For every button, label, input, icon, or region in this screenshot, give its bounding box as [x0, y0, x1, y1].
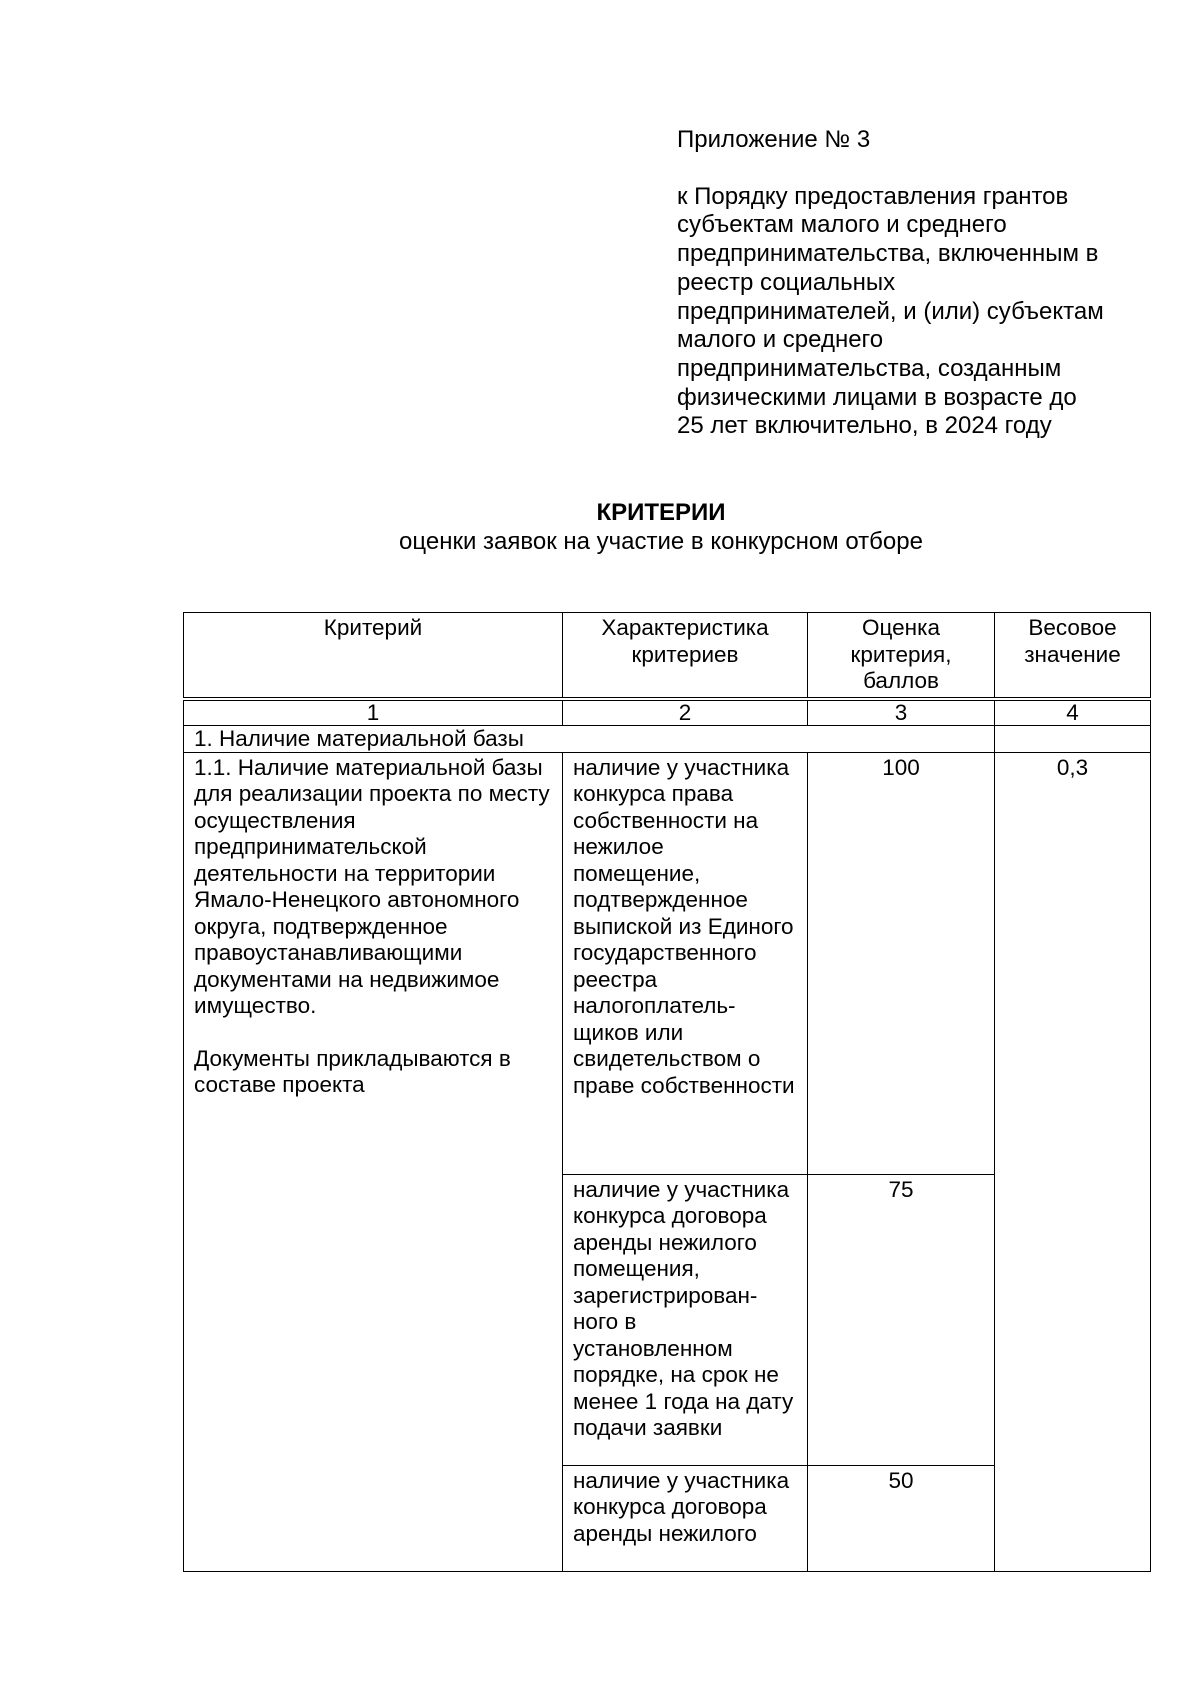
section-title: 1. Наличие материальной базы	[184, 725, 995, 752]
criterion-title: 1.1. Наличие материальной базы для реализации проекта по месту осуществления предпринимательской деятельности на территории Ямало-Ненецкого автономного округа, подтвержденное правоустанавливающими документами на недвижимое имущество.	[194, 754, 550, 1018]
appendix-block	[677, 126, 1177, 441]
section-row	[184, 725, 1151, 752]
document-subtitle: оценки заявок на участие в конкурсном отборе	[399, 528, 923, 555]
appendix-line: к Порядку предоставления грантов	[677, 182, 1069, 210]
header-weight: Весовое значение	[995, 613, 1151, 699]
criterion-weight: 0,3	[995, 752, 1151, 1571]
column-number: 2	[563, 699, 808, 726]
criterion-cell	[184, 752, 563, 1571]
option-text: наличие у участника конкурса договора аренды нежилого помещения, зарегистрирован-ного в установленном порядке, на срок не менее 1 года на дату подачи заявки	[563, 1174, 808, 1465]
table-header-row	[184, 613, 1151, 699]
column-number: 1	[184, 699, 563, 726]
table-row	[184, 752, 1151, 1174]
section-weight-empty	[995, 725, 1151, 752]
column-number: 3	[808, 699, 995, 726]
appendix-line: реестр социальных	[677, 268, 896, 296]
appendix-line: малого и среднего	[677, 326, 884, 354]
header-score: Оценка критерия, баллов	[808, 613, 995, 699]
header-criterion: Критерий	[184, 613, 563, 699]
criteria-table	[183, 612, 1151, 1572]
option-text: наличие у участника конкурса договора аренды нежилого	[563, 1465, 808, 1571]
appendix-line: предпринимательства, включенным в	[677, 240, 1099, 268]
header-characteristic: Характеристика критериев	[563, 613, 808, 699]
appendix-number: Приложение № 3	[677, 126, 871, 153]
column-number-row	[184, 699, 1151, 726]
criterion-note: Документы прикладываются в составе проекта	[194, 1045, 511, 1097]
option-score: 75	[808, 1174, 995, 1465]
appendix-line: физическими лицами в возрасте до	[677, 383, 1077, 411]
appendix-line: предпринимательства, созданным	[677, 354, 1062, 382]
option-text: наличие у участника конкурса права собственности на нежилое помещение, подтвержденное выпиской из Единого государственного реестра налогоплатель-щиков или свидетельством о праве собственности	[563, 752, 808, 1174]
column-number: 4	[995, 699, 1151, 726]
option-score: 100	[808, 752, 995, 1174]
appendix-line: предпринимателей, и (или) субъектам	[677, 297, 1104, 325]
appendix-line: 25 лет включительно, в 2024 году	[677, 412, 1052, 440]
document-heading	[0, 498, 1200, 556]
appendix-description	[677, 183, 1177, 441]
appendix-line: субъектам малого и среднего	[677, 211, 1007, 239]
option-score: 50	[808, 1465, 995, 1571]
document-title: КРИТЕРИИ	[596, 499, 726, 526]
